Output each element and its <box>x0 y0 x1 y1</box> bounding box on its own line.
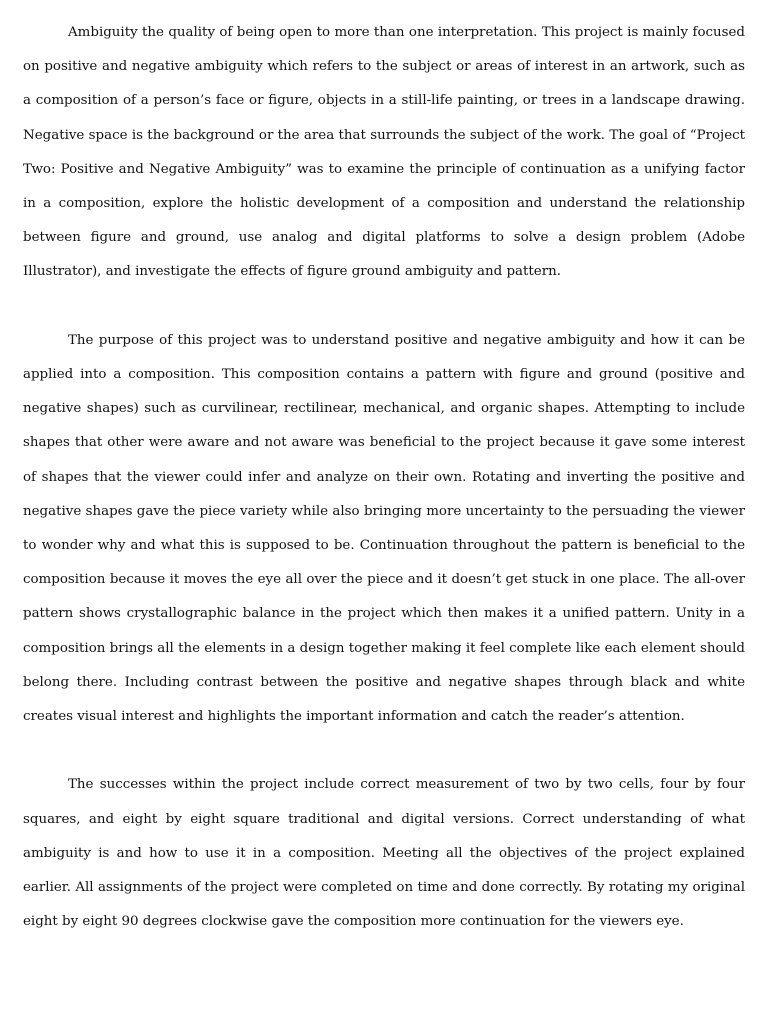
paragraph-project-successes: The successes within the project include correct measurement of two by two cells, four by four squares, and eight by eight square traditional and digital versions. Correct understanding of what ambiguity is and how to use it in a composition. Meeting all the objectives of the project explained earlier. All assignments of the project were completed on time and done correctly. By rotating my original eight by eight 90 degrees clockwise gave the composition more continuation for the viewers eye. <box>23 777 745 930</box>
paragraph-ambiguity-definition: Ambiguity the quality of being open to more than one interpretation. This project is mainly focused on positive and negative ambiguity which refers to the subject or areas of interest in an artwork, such as a composition of a person’s face or figure, objects in a still-life painting, or trees in a landscape drawing. Negative space is the background or the area that surrounds the subject of the work. The goal of “Project Two: Positive and Negative Ambiguity” was to examine the principle of continuation as a unifying factor in a composition, explore the holistic development of a composition and understand the relationship between figure and ground, use analog and digital platforms to solve a design problem (Adobe Illustrator), and investigate the effects of figure ground ambiguity and pattern. <box>23 25 745 280</box>
document-page <box>23 16 745 939</box>
paragraph-project-purpose: The purpose of this project was to understand positive and negative ambiguity and how it can be applied into a composition. This composition contains a pattern with figure and ground (positive and negative shapes) such as curvilinear, rectilinear, mechanical, and organic shapes. Attempting to include shapes that other were aware and not aware was beneficial to the project because it gave some interest of shapes that the viewer could infer and analyze on their own. Rotating and inverting the positive and negative shapes gave the piece variety while also bringing more uncertainty to the persuading the viewer to wonder why and what this is supposed to be. Continuation throughout the pattern is beneficial to the composition because it moves the eye all over the piece and it doesn’t get stuck in one place. The all-over pattern shows crystallographic balance in the project which then makes it a unified pattern. Unity in a composition brings all the elements in a design together making it feel complete like each element should belong there. Including contrast between the positive and negative shapes through black and white creates visual interest and highlights the important information and catch the reader’s attention. <box>23 332 745 725</box>
